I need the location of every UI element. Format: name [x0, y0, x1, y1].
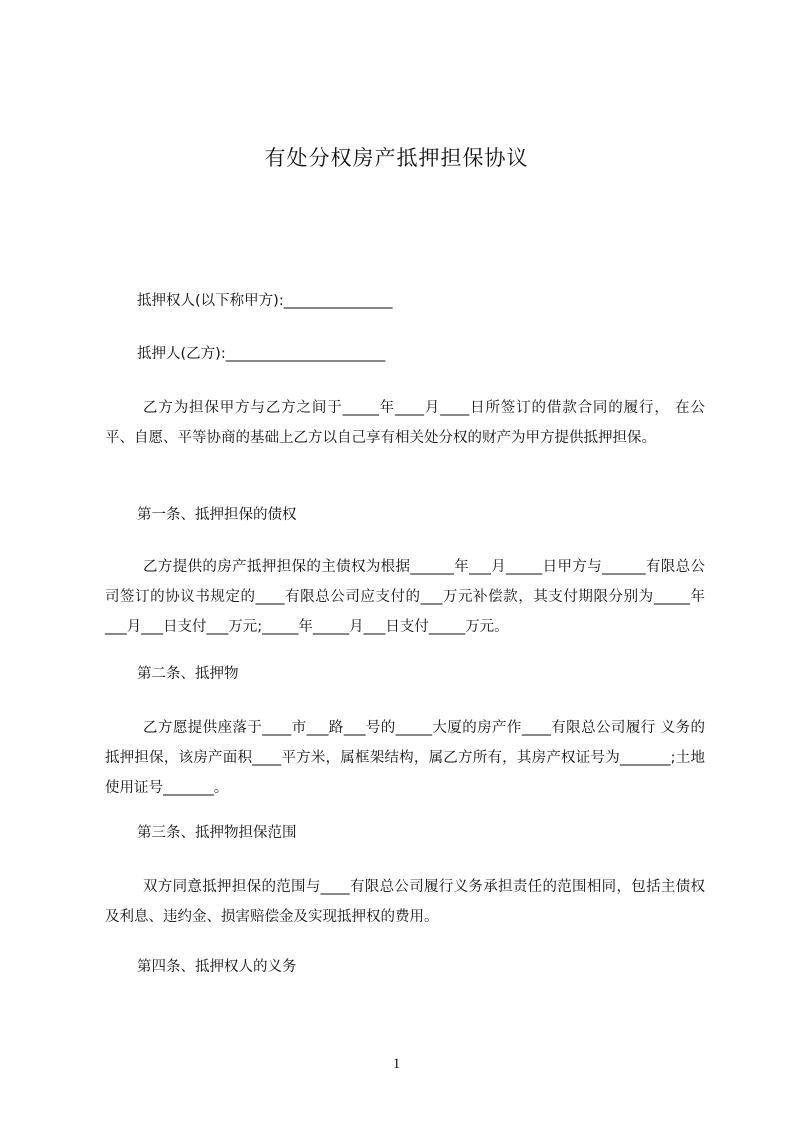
article3-body: 双方同意抵押担保的范围与____有限总公司履行义务承担责任的范围相同，包括主债权及利息、违约金、损害赔偿金及实现抵押权的费用。 [105, 879, 705, 925]
article2-body: 乙方愿提供座落于____市___路___号的_____大厦的房产作____有限总公司履行 义务的抵押担保，该房产面积____平方米，属框架结构，属乙方所有，其房产权证号为_______;土地使用证号_______。 [105, 720, 705, 796]
document-title: 有处分权房产抵押担保协议 [264, 146, 529, 170]
mortgagee-line: 抵押权人(以下称甲方):_______________ [137, 293, 393, 309]
article3-heading: 第三条、抵押物担保范围 [137, 825, 297, 841]
article2-heading: 第二条、抵押物 [137, 666, 239, 682]
article1-body: 乙方提供的房产抵押担保的主债权为根据______年___月_____日甲方与______有限总公司签订的协议书规定的____有限总公司应支付的___万元补偿款，其支付期限分别为_____年___月___日支付___万元;_____年_____月___日支付_____万元。 [105, 559, 705, 635]
article1-heading: 第一条、抵押担保的债权 [137, 507, 297, 523]
mortgagor-line: 抵押人(乙方):______________________ [137, 346, 386, 362]
article4-heading: 第四条、抵押权人的义务 [137, 959, 297, 975]
page-number: 1 [392, 1056, 401, 1072]
intro-paragraph: 乙方为担保甲方与乙方之间于_____年____月____日所签订的借款合同的履行， 在公平、自愿、平等协商的基础上乙方以自己享有相关处分权的财产为甲方提供抵押担保。 [105, 400, 705, 446]
